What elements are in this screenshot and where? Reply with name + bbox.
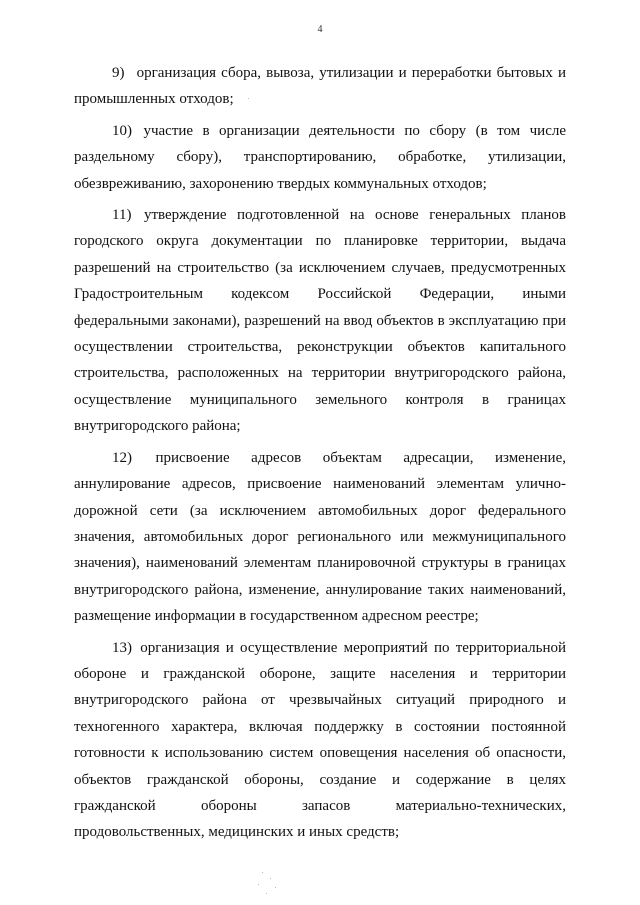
scan-speck: [258, 884, 259, 885]
list-item-text: организация сбора, вывоза, утилизации и переработки бытовых и промышленных отходов;: [74, 65, 567, 108]
list-item-9: [74, 60, 566, 113]
list-item-12: [74, 445, 566, 630]
page-number: 4: [317, 24, 323, 35]
list-item-number: 9): [112, 65, 125, 81]
scan-speck: [248, 98, 249, 99]
list-item-text: организация и осуществление мероприятий по территориальной обороне и гражданской обороне, защите населения и территории внутригородского района от чрезвычайных ситуаций природного и техногенного характера, включая поддержку в состоянии постоянной готовности к использованию систем оповещения населения об опасности, объектов гражданской обороны, создание и содержание в целях гражданской обороны запасов материально-технических, продовольственных, медицинских и иных средств;: [74, 639, 567, 841]
list-item-number: 13): [112, 639, 132, 656]
list-item-text: участие в организации деятельности по сбору (в том числе раздельному сбору), транспортированию, обработке, утилизации, обезвреживанию, захоронению твердых коммунальных отходов;: [74, 122, 567, 192]
scan-speck: [262, 872, 263, 873]
scan-speck: [270, 878, 271, 879]
list-item-13: [74, 635, 566, 846]
list-item-11: [74, 202, 566, 440]
list-item-number: 10): [112, 122, 132, 139]
list-item-number: 12): [112, 449, 132, 466]
list-item-10: [74, 118, 566, 197]
list-item-text: утверждение подготовленной на основе генеральных планов городского округа документации по планировке территории, выдача разрешений на строительство (за исключением случаев, предусмотренных Градостроительным кодексом Российской Федерации, иными федеральными законами), разрешений на ввод объектов в эксплуатацию при осуществлении строительства, реконструкции объектов капитального строительства, расположенных на территории внутригородского района, осуществление муниципального земельного контроля в границах внутригородского района;: [74, 207, 566, 435]
scan-speck: [266, 893, 267, 894]
list-item-text: присвоение адресов объектам адресации, изменение, аннулирование адресов, присвоение наименований элементам улично-дорожной сети (за исключением автомобильных дорог федерального значения, автомобильных дорог регионального или межмуниципального значения), наименований элементам планировочной структуры в границах внутригородского района, изменение, аннулирование таких наименований, размещение информации в государственном адресном реестре;: [74, 449, 566, 625]
document-body: [74, 60, 566, 851]
list-item-number: 11): [112, 207, 132, 224]
scan-speck: [275, 887, 276, 888]
